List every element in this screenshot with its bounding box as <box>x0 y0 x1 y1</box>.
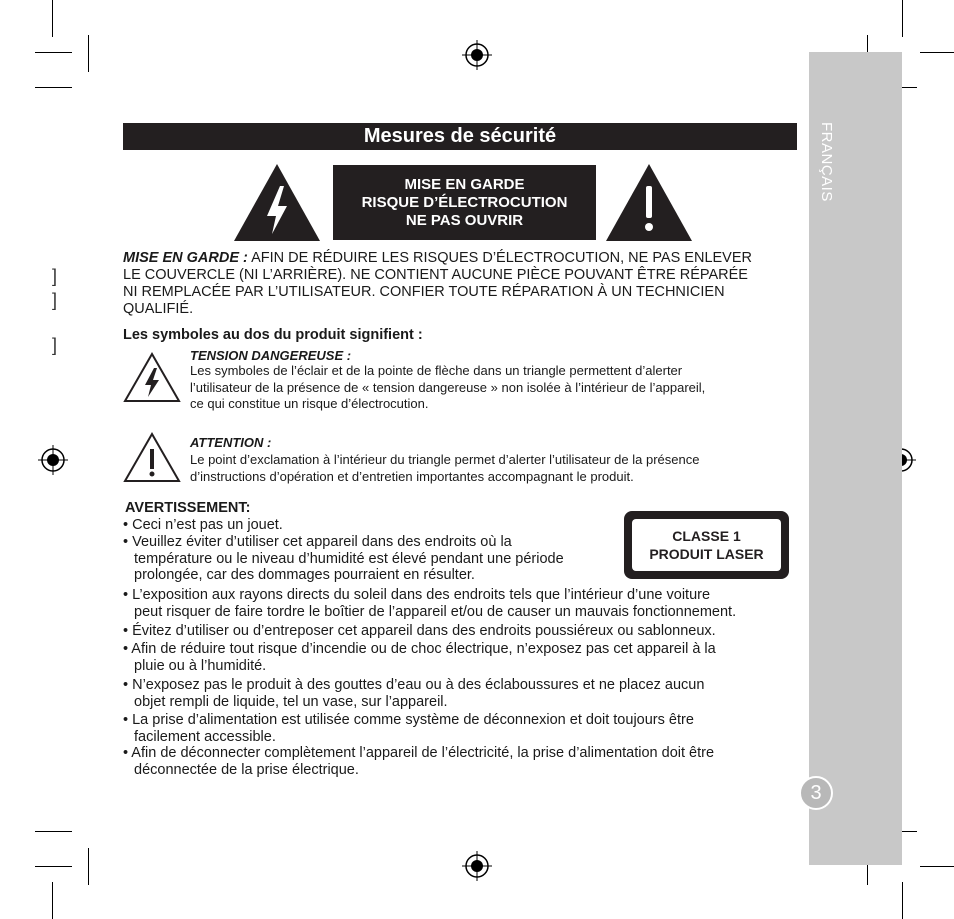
laser-line: PRODUIT LASER <box>649 546 764 562</box>
warning-line: MISE EN GARDE <box>404 175 525 193</box>
caution-text: LE COUVERCLE (NI L’ARRIÈRE). NE CONTIENT AUCUNE PIÈCE POUVANT ÊTRE RÉPARÉE <box>123 267 748 283</box>
list-item-text: déconnectée de la prise électrique. <box>134 761 359 778</box>
language-label: FRANÇAIS <box>818 122 835 202</box>
list-item-text: • Veuillez éviter d’utiliser cet appareil dans des endroits où la <box>123 534 512 550</box>
exclamation-symbol-icon <box>123 432 181 483</box>
voltage-title: TENSION DANGEREUSE : <box>190 348 352 363</box>
laser-label <box>632 519 781 571</box>
margin-bracket: ] <box>52 290 58 310</box>
caution-label: MISE EN GARDE : <box>123 250 248 266</box>
crop-mark <box>35 866 72 867</box>
list-item <box>123 623 716 640</box>
list-item-text: facilement accessible. <box>134 728 276 745</box>
warnings-heading: AVERTISSEMENT: <box>125 500 251 516</box>
list-item-text: • L’exposition aux rayons directs du soleil dans des endroits tels que l’intérieur d’une voiture <box>123 587 711 603</box>
list-item-text: • N’exposez pas le produit à des gouttes d’eau ou à des éclaboussures et ne placez aucun <box>123 677 705 693</box>
crop-mark <box>902 0 903 37</box>
list-item-text: • Afin de déconnecter complètement l’appareil de l’électricité, la prise d’alimentation doit être <box>123 745 715 761</box>
caution-text: AFIN DE RÉDUIRE LES RISQUES D’ÉLECTROCUTION, NE PAS ENLEVER <box>247 250 752 266</box>
lightning-warning-icon <box>234 164 320 241</box>
voltage-line: Les symboles de l’éclair et de la pointe de flèche dans un triangle permettent d’alerter <box>190 363 683 378</box>
crop-mark <box>88 35 89 72</box>
caution-text: QUALIFIÉ. <box>123 301 194 317</box>
list-item <box>123 517 283 534</box>
attention-description <box>190 452 800 485</box>
list-item-text: température ou le niveau d’humidité est élevé pendant une période <box>134 550 564 567</box>
crop-mark <box>52 0 53 37</box>
exclamation-warning-icon <box>606 164 692 241</box>
attention-title: ATTENTION : <box>190 435 272 450</box>
list-item-text: • Évitez d’utiliser ou d’entreposer cet appareil dans des endroits poussiéreux ou sablonneux. <box>123 623 716 639</box>
list-item-text: prolongée, car des dommages pourraient en résulter. <box>134 567 475 583</box>
attention-line: d’instructions d’opération et d’entretien importantes accompagnant le produit. <box>190 468 634 484</box>
voltage-description <box>190 363 800 413</box>
crop-mark <box>35 87 72 88</box>
list-item <box>123 587 736 620</box>
list-item-text: objet rempli de liquide, tel un vase, sur l’appareil. <box>134 693 448 710</box>
crop-mark <box>35 52 72 53</box>
crop-mark <box>88 848 89 885</box>
registration-mark-icon <box>462 851 492 881</box>
caution-text: NI REMPLACÉE PAR L’UTILISATEUR. CONFIER TOUTE RÉPARATION À UN TECHNICIEN <box>123 284 725 300</box>
electric-shock-warning-box <box>333 165 596 240</box>
lightning-symbol-icon <box>123 352 181 403</box>
symbols-heading: Les symboles au dos du produit signifient : <box>123 327 423 343</box>
list-item <box>123 534 564 584</box>
list-item-text: • Ceci n’est pas un jouet. <box>123 517 283 533</box>
crop-mark <box>52 882 53 919</box>
crop-mark <box>35 831 72 832</box>
laser-line: CLASSE 1 <box>672 528 741 544</box>
list-item-text: peut risquer de faire tordre le boîtier de l’appareil et/ou de causer un mauvais fonctionnement. <box>134 603 737 620</box>
margin-bracket: ] <box>52 266 58 286</box>
warning-line: NE PAS OUVRIR <box>405 211 524 229</box>
list-item-text: • Afin de réduire tout risque d’incendie ou de choc électrique, n’exposez pas cet appareil à la <box>123 641 716 657</box>
list-item-text: • La prise d’alimentation est utilisée comme système de déconnexion et doit toujours être <box>123 712 694 728</box>
page-title: Mesures de sécurité <box>123 123 797 150</box>
registration-mark-icon <box>38 445 68 475</box>
attention-line: Le point d’exclamation à l’intérieur du triangle permet d’alerter l’utilisateur de la présence <box>190 452 700 467</box>
margin-bracket: ] <box>52 335 58 355</box>
registration-mark-icon <box>462 40 492 70</box>
list-item <box>123 712 694 745</box>
page-number: 3 <box>799 776 833 810</box>
crop-mark <box>920 866 954 867</box>
crop-mark <box>920 52 954 53</box>
warning-line: RISQUE D’ÉLECTROCUTION <box>361 193 568 211</box>
crop-mark <box>902 882 903 919</box>
list-item <box>123 641 716 674</box>
caution-paragraph <box>123 250 803 318</box>
voltage-line: ce qui constitue un risque d’électrocution. <box>190 396 429 411</box>
list-item <box>123 745 714 778</box>
voltage-line: l’utilisateur de la présence de « tension dangereuse » non isolée à l’intérieur de l’appareil, <box>190 379 706 395</box>
list-item-text: pluie ou à l’humidité. <box>134 657 267 674</box>
list-item <box>123 677 704 710</box>
